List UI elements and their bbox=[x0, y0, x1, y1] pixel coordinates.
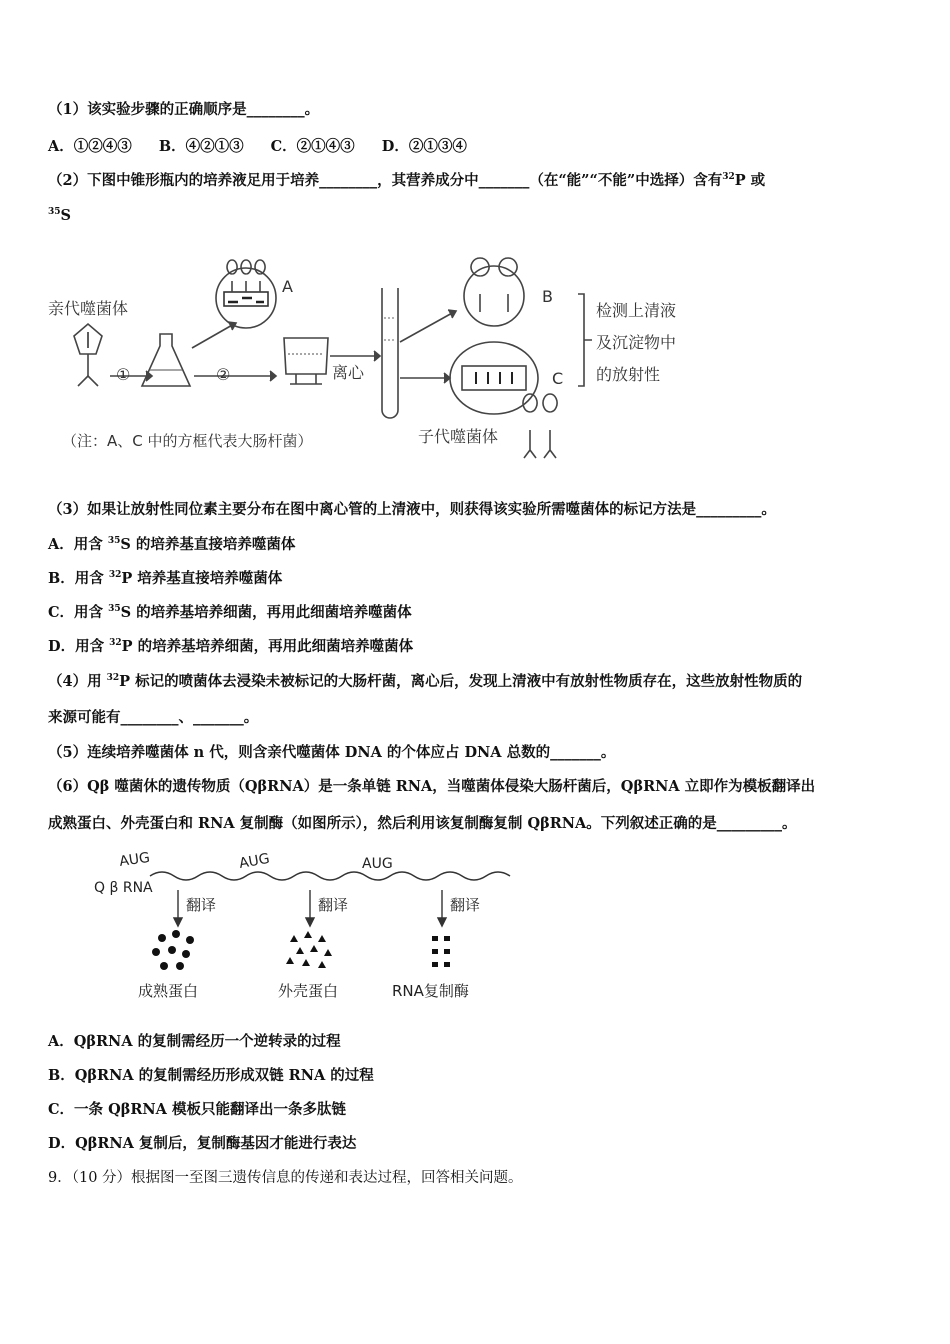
q1-options bbox=[48, 137, 467, 157]
centrifuge-tube-icon bbox=[382, 288, 398, 418]
label-note: （注：A、C 中的方框代表大肠杆菌） bbox=[62, 432, 313, 450]
circle-a-bacteria bbox=[216, 260, 276, 328]
label-a: A bbox=[282, 277, 293, 296]
q3-option-a: A．用含 $^{35}$S 的培养基直接培养噬菌体 bbox=[48, 536, 296, 553]
q1-stem: （1）该实验步骤的正确顺序是________。 bbox=[48, 101, 320, 118]
q6-option-b: B．QβRNA 的复制需经历形成双链 RNA 的过程 bbox=[48, 1067, 374, 1084]
mature-protein-icon bbox=[152, 930, 194, 970]
qbeta-rna-figure bbox=[90, 846, 520, 1006]
q1-option-a: A．①②④③ bbox=[48, 138, 132, 155]
q2-stem-line2: $^{35}$S bbox=[48, 207, 72, 224]
q2-stem-line1: （2）下图中锥形瓶内的培养液足用于培养________，其营养成分中_______（在“能”“不能”中选择）含有$^{32}$P 或 bbox=[48, 172, 766, 189]
label-step-2: ② bbox=[216, 365, 231, 384]
rna-strand bbox=[150, 872, 510, 880]
phage-experiment-figure bbox=[44, 250, 714, 472]
q6-option-d: D．QβRNA 复制后，复制酶基因才能进行表达 bbox=[48, 1135, 357, 1152]
label-step-1: ① bbox=[116, 365, 131, 384]
q5-stem: （5）连续培养噬菌体 n 代，则含亲代噬菌体 DNA 的个体应占 DNA 总数的_______。 bbox=[48, 744, 616, 761]
q4-line2: 来源可能有________、_______。 bbox=[48, 709, 259, 726]
q6-option-c: C．一条 QβRNA 模板只能翻译出一条多肽链 bbox=[48, 1101, 346, 1118]
q3-stem: （3）如果让放射性同位素主要分布在图中离心管的上清液中，则获得该实验所需噬菌体的标记方法是_________。 bbox=[48, 501, 776, 518]
coat-protein-icon bbox=[286, 931, 332, 968]
label-offspring: 子代噬菌体 bbox=[418, 427, 499, 446]
label-detect-1: 检测上清液 bbox=[596, 301, 677, 320]
label-detect-3: 的放射性 bbox=[596, 365, 661, 384]
label-detect-2: 及沉淀物中 bbox=[596, 333, 677, 352]
offspring-phage-icon bbox=[523, 394, 557, 458]
replicase-icon bbox=[432, 936, 450, 967]
circle-c-precipitate bbox=[450, 342, 538, 414]
codon-1: AUG bbox=[118, 849, 151, 870]
label-centrifuge: 离心 bbox=[332, 363, 365, 382]
q6-option-a: A．QβRNA 的复制需经历一个逆转录的过程 bbox=[48, 1033, 341, 1050]
product-mature-protein: 成熟蛋白 bbox=[138, 982, 199, 1000]
q9-stem: 9．（10 分）根据图一至图三遗传信息的传递和表达过程，回答相关问题。 bbox=[48, 1170, 523, 1186]
parent-phage-icon bbox=[74, 324, 102, 386]
q3-option-d: D．用含 $^{32}$P 的培养基培养细菌，再用此细菌培养噬菌体 bbox=[48, 638, 414, 655]
q6-line1: （6）Qβ 噬菌休的遗传物质（QβRNA）是一条单链 RNA，当噬菌体侵染大肠杆菌后，QβRNA 立即作为模板翻译出 bbox=[48, 778, 816, 795]
circle-b-supernatant bbox=[464, 258, 524, 326]
beaker-icon bbox=[284, 338, 328, 384]
label-b: B bbox=[542, 287, 553, 306]
q4-line1: （4）用 $^{32}$P 标记的喷菌体去浸染未被标记的大肠杆菌，离心后，发现上清液中有放射性物质存在，这些放射性物质的 bbox=[48, 673, 803, 690]
product-replicase: RNA复制酶 bbox=[392, 982, 469, 1000]
translate-label-2: 翻译 bbox=[318, 896, 349, 914]
product-coat-protein: 外壳蛋白 bbox=[278, 982, 339, 1000]
label-c: C bbox=[552, 369, 564, 388]
q1-option-c: C．②①④③ bbox=[270, 138, 355, 155]
q3-option-b: B．用含 $^{32}$P 培养基直接培养噬菌体 bbox=[48, 570, 283, 587]
translate-label-1: 翻译 bbox=[186, 896, 217, 914]
translate-label-3: 翻译 bbox=[450, 896, 481, 914]
codon-3: AUG bbox=[362, 856, 393, 872]
q3-option-c: C．用含 $^{35}$S 的培养基培养细菌，再用此细菌培养噬菌体 bbox=[48, 604, 412, 621]
codon-2: AUG bbox=[237, 850, 271, 872]
q1-option-b: B．④②①③ bbox=[158, 138, 244, 155]
label-parent-phage: 亲代噬菌体 bbox=[48, 299, 129, 318]
q6-line2: 成熟蛋白、外壳蛋白和 RNA 复制酶（如图所示），然后利用该复制酶复制 QβRNA。下列叙述正确的是_________。 bbox=[48, 815, 797, 832]
label-qbeta-rna: Q β RNA bbox=[94, 880, 153, 896]
q1-option-d: D．②①③④ bbox=[381, 138, 467, 155]
